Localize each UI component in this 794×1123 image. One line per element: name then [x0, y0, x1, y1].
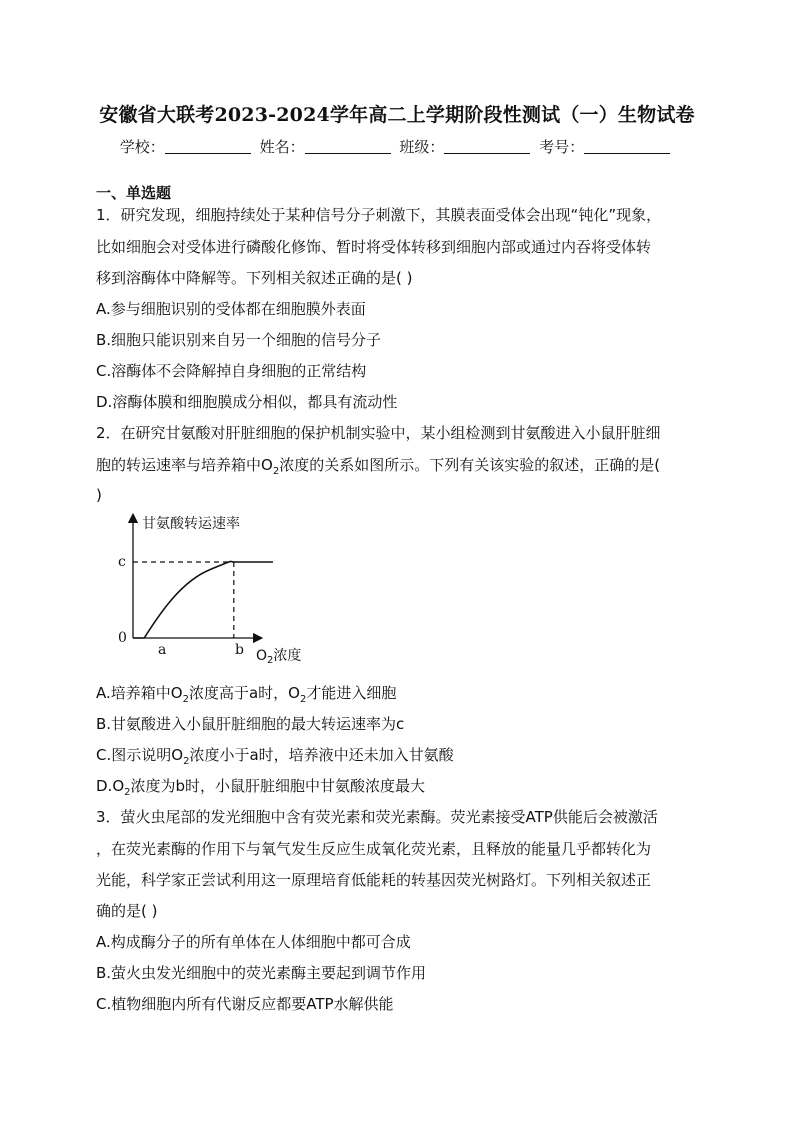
- q2-option-b: B.甘氨酸进入小鼠肝脏细胞的最大转运速率为c: [96, 715, 405, 733]
- q1-option-a: A.参与细胞识别的受体都在细胞膜外表面: [96, 300, 366, 318]
- q2-option-d-pre: D.O: [96, 777, 125, 795]
- q2-line-2-sub: 2: [272, 466, 280, 477]
- section-heading: 一、单选题: [96, 184, 172, 202]
- student-info-row: [0, 136, 794, 157]
- exam-number-label: 考号：: [539, 138, 585, 156]
- rate-curve: [133, 561, 273, 638]
- glycine-transport-chart: [110, 512, 320, 672]
- q2-option-a-sub1: 2: [182, 694, 189, 705]
- q3-line-1: 3．萤火虫尾部的发光细胞中含有荧光素和荧光素酶。荧光素接受ATP供能后会被激活: [96, 808, 658, 826]
- q2-option-d-sub: 2: [124, 787, 131, 798]
- chart-marks: [133, 561, 273, 638]
- q1-option-c: C.溶酶体不会降解掉自身细胞的正常结构: [96, 362, 367, 380]
- exam-title: 安徽省大联考2023-2024学年高二上学期阶段性测试（一）生物试卷: [99, 104, 695, 126]
- q2-option-a-pre: A.培养箱中O: [96, 684, 183, 702]
- origin-label: 0: [118, 630, 127, 646]
- q3-option-a: A.构成酶分子的所有单体在人体细胞中都可合成: [96, 933, 411, 951]
- q2-option-d-post: 浓度为b时，小鼠肝脏细胞中甘氨酸浓度最大: [130, 777, 426, 795]
- school-blank[interactable]: [165, 138, 251, 154]
- q2-option-c-pre: C.图示说明O: [96, 746, 184, 764]
- name-label: 姓名：: [259, 138, 305, 156]
- y-tick-c: c: [118, 554, 126, 570]
- x-axis-label: [256, 647, 301, 666]
- x-tick-b: b: [235, 642, 244, 658]
- q1-option-b: B.细胞只能识别来自另一个细胞的信号分子: [96, 331, 382, 349]
- q1-line-2: 比如细胞会对受体进行磷酸化修饰、暂时将受体转移到细胞内部或通过内吞将受体转: [96, 238, 652, 256]
- x-axis-label-sub: 2: [267, 655, 274, 666]
- class-label: 班级：: [399, 138, 445, 156]
- q1-line-3: 移到溶酶体中降解等。下列相关叙述正确的是( ): [96, 269, 413, 287]
- x-axis-label-pre: O: [256, 648, 268, 664]
- q3-option-b: B.萤火虫发光细胞中的荧光素酶主要起到调节作用: [96, 964, 427, 982]
- q2-line-3: ): [96, 486, 102, 504]
- q2-line-1: 2．在研究甘氨酸对肝脏细胞的保护机制实验中，某小组检测到甘氨酸进入小鼠肝脏细: [96, 424, 661, 442]
- q2-option-a-sub2: 2: [299, 694, 307, 705]
- school-label: 学校：: [119, 138, 165, 156]
- q2-option-d: [96, 776, 425, 803]
- q3-line-4: 确的是( ): [96, 902, 158, 920]
- y-axis-label: 甘氨酸转运速率: [142, 516, 240, 532]
- q2-option-a-post: 才能进入细胞: [306, 684, 397, 702]
- x-tick-a: a: [158, 642, 167, 658]
- q3-line-2: ，在荧光素酶的作用下与氧气发生反应生成氧化荧光素，且释放的能量几乎都转化为: [96, 840, 652, 858]
- q1-option-d: D.溶酶体膜和细胞膜成分相似，都具有流动性: [96, 393, 398, 411]
- q2-line-2-pre: 胞的转运速率与培养箱中O: [96, 456, 273, 474]
- q2-option-a: [96, 683, 396, 710]
- name-blank[interactable]: [305, 138, 391, 154]
- x-axis-label-post: 浓度: [273, 648, 302, 664]
- exam-number-blank[interactable]: [584, 138, 670, 154]
- q2-option-c: [96, 745, 454, 772]
- q2-line-2: [96, 455, 660, 482]
- q3-line-3: 光能，科学家正尝试利用这一原理培育低能耗的转基因荧光树路灯。下列相关叙述正: [96, 871, 652, 889]
- q3-option-c: C.植物细胞内所有代谢反应都要ATP水解供能: [96, 995, 394, 1013]
- q2-option-c-sub: 2: [183, 756, 190, 767]
- q1-line-1: 1．研究发现，细胞持续处于某种信号分子刺激下，其膜表面受体会出现“钝化”现象，: [96, 206, 662, 224]
- q2-option-c-post: 浓度小于a时，培养液中还未加入甘氨酸: [189, 746, 454, 764]
- q2-line-2-post: 浓度的关系如图所示。下列有关该实验的叙述，正确的是(: [279, 456, 661, 474]
- q2-option-a-mid: 浓度高于a时，O: [188, 684, 300, 702]
- class-blank[interactable]: [444, 138, 530, 154]
